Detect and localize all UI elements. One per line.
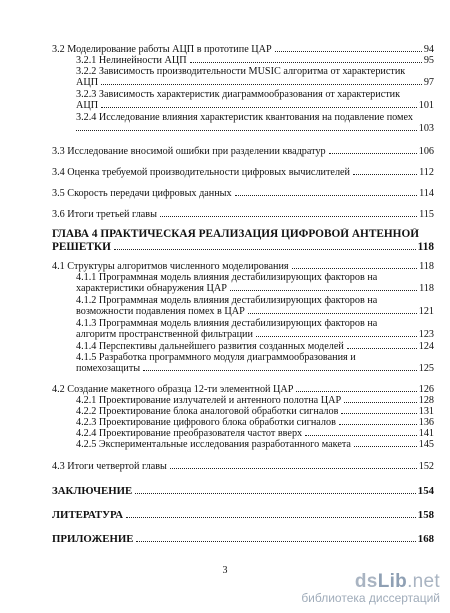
toc-entry-page: 112 (419, 167, 434, 178)
toc-entry-page: 154 (417, 485, 434, 497)
toc-entry-title: 3.2 Моделирование работы АЦП в прототипе ЦАР (52, 44, 272, 55)
toc-entry-title-cont: алгоритм пространственной фильтрации (76, 329, 253, 340)
watermark-logo: dsLib.net (354, 571, 440, 592)
toc-entry-title: 3.4 Оценка требуемой производительности цифровых вычислителей (52, 167, 351, 178)
toc-entry-title: 3.2.4 Исследование влияния характеристик квантования на подавление помех (76, 112, 413, 123)
toc-entry (52, 384, 434, 395)
toc-entry-page: 136 (418, 417, 434, 428)
toc-entry (52, 486, 434, 497)
toc-entry-page: 118 (419, 261, 434, 272)
toc-entry-title: 3.6 Итоги третьей главы (52, 209, 157, 220)
toc-entry (52, 112, 434, 134)
toc-entry-title: 4.2.2 Проектирование блока аналоговой обработки сигналов (76, 406, 339, 417)
toc-entry-page: 126 (418, 384, 434, 395)
toc-entry-page: 118 (419, 283, 434, 294)
page-number: 3 (222, 565, 228, 576)
toc-entry-page: 145 (418, 439, 434, 450)
toc-entry-page: 158 (417, 509, 434, 521)
toc-entry (52, 295, 434, 317)
toc-entry-page: 118 (417, 241, 434, 253)
toc-entry (76, 428, 434, 439)
toc-entry-page: 128 (418, 395, 434, 406)
toc-entry-title: ЗАКЛЮЧЕНИЕ (52, 486, 133, 497)
toc-entry (52, 272, 434, 294)
toc-entry-page: 131 (418, 406, 434, 417)
toc-entry-title: 3.5 Скорость передачи цифровых данных (52, 188, 232, 199)
toc-entry-title: ПРИЛОЖЕНИЕ (52, 534, 134, 545)
toc-entry-page: 124 (418, 341, 434, 352)
watermark-subtitle: библиотека диссертаций (301, 591, 440, 605)
toc-entry-title: 4.1.1 Программная модель влияния дестабилизирующих факторов на (76, 272, 378, 283)
toc-entry (76, 406, 434, 417)
toc-entry-title: 4.2.5 Экспериментальные исследования разработанного макета (76, 439, 351, 450)
toc-entry-title: 4.2.3 Проектирование цифрового блока обработки сигналов (76, 417, 336, 428)
watermark (301, 571, 440, 605)
toc-entry-title: ЛИТЕРАТУРА (52, 510, 124, 521)
toc-entry-title: 4.1.3 Программная модель влияния дестабилизирующих факторов на (76, 318, 378, 329)
toc-entry-page: 95 (423, 55, 434, 66)
toc-entry-title: 3.2.1 Нелинейности АЦП (76, 55, 187, 66)
toc-entry (52, 510, 434, 521)
toc-entry-title: 4.2 Создание макетного образца 12-ти элементной ЦАР (52, 384, 294, 395)
toc-entry-page: 152 (418, 461, 434, 472)
toc-entry (76, 55, 434, 66)
toc-entry-page: 103 (418, 123, 434, 134)
toc-entry-title: ГЛАВА 4 ПРАКТИЧЕСКАЯ РЕАЛИЗАЦИЯ ЦИФРОВОЙ АНТЕННОЙ (52, 228, 420, 240)
toc-entry-page: 141 (418, 428, 434, 439)
toc-entry-page: 168 (417, 533, 434, 545)
toc-entry (52, 188, 434, 199)
toc-entry-page: 106 (418, 146, 434, 157)
toc-entry-title: 3.3 Исследование вносимой ошибки при разделении квадратур (52, 146, 326, 157)
toc-entry (52, 146, 434, 157)
toc-entry (52, 352, 434, 374)
toc-entry-title-cont: АЦП (76, 77, 99, 88)
toc-entry (52, 534, 434, 545)
toc-entry-title: 3.2.3 Зависимость характеристик диаграммообразования от характеристик (76, 89, 401, 100)
toc-entry-title-cont: возможности подавления помех в ЦАР (76, 306, 245, 317)
toc-entry-page: 125 (418, 363, 434, 374)
toc-entry (52, 167, 434, 178)
toc-entry-title-cont: РЕШЕТКИ (52, 241, 111, 253)
toc-entry (52, 461, 434, 472)
toc-entry-title-cont: помехозащиты (76, 363, 141, 374)
toc-entry (52, 318, 434, 340)
toc-entry (76, 417, 434, 428)
toc-entry-page: 114 (419, 188, 434, 199)
toc-entry (76, 439, 434, 450)
toc-entry (52, 209, 434, 220)
toc-entry-title: 4.1.4 Перспективы дальнейшего развития созданных моделей (76, 341, 344, 352)
toc-entry-title: 4.1 Структуры алгоритмов численного моделирования (52, 261, 289, 272)
toc-entry (52, 89, 434, 111)
toc-entry-title-cont: характеристики обнаружения ЦАР (76, 283, 227, 294)
toc-entry (52, 261, 434, 272)
toc-entry-title-cont: АЦП (76, 100, 99, 111)
toc-entry-title: 3.2.2 Зависимость производительности MUSIC алгоритма от характеристик (76, 66, 406, 77)
toc-entry (52, 44, 434, 55)
toc-entry (76, 341, 434, 352)
toc-entry-title: 4.1.5 Разработка программного модуля диаграммообразования и (76, 352, 356, 363)
toc-entry-page: 115 (419, 209, 434, 220)
toc-entry (52, 66, 434, 88)
toc-entry (76, 395, 434, 406)
toc-entry-page: 94 (423, 44, 434, 55)
toc-entry-page: 123 (418, 329, 434, 340)
toc-entry-page: 101 (418, 100, 434, 111)
toc-entry-title: 4.1.2 Программная модель влияния дестабилизирующих факторов на (76, 295, 378, 306)
toc-entry-title: 4.2.4 Проектирование преобразователя частот вверх (76, 428, 303, 439)
toc-entry-page: 97 (423, 77, 434, 88)
toc-chapter-heading (52, 228, 434, 254)
toc-entry-page: 121 (418, 306, 434, 317)
toc-entry-title: 4.2.1 Проектирование излучателей и антенного полотна ЦАР (76, 395, 342, 406)
toc-entry-title: 4.3 Итоги четвертой главы (52, 461, 167, 472)
